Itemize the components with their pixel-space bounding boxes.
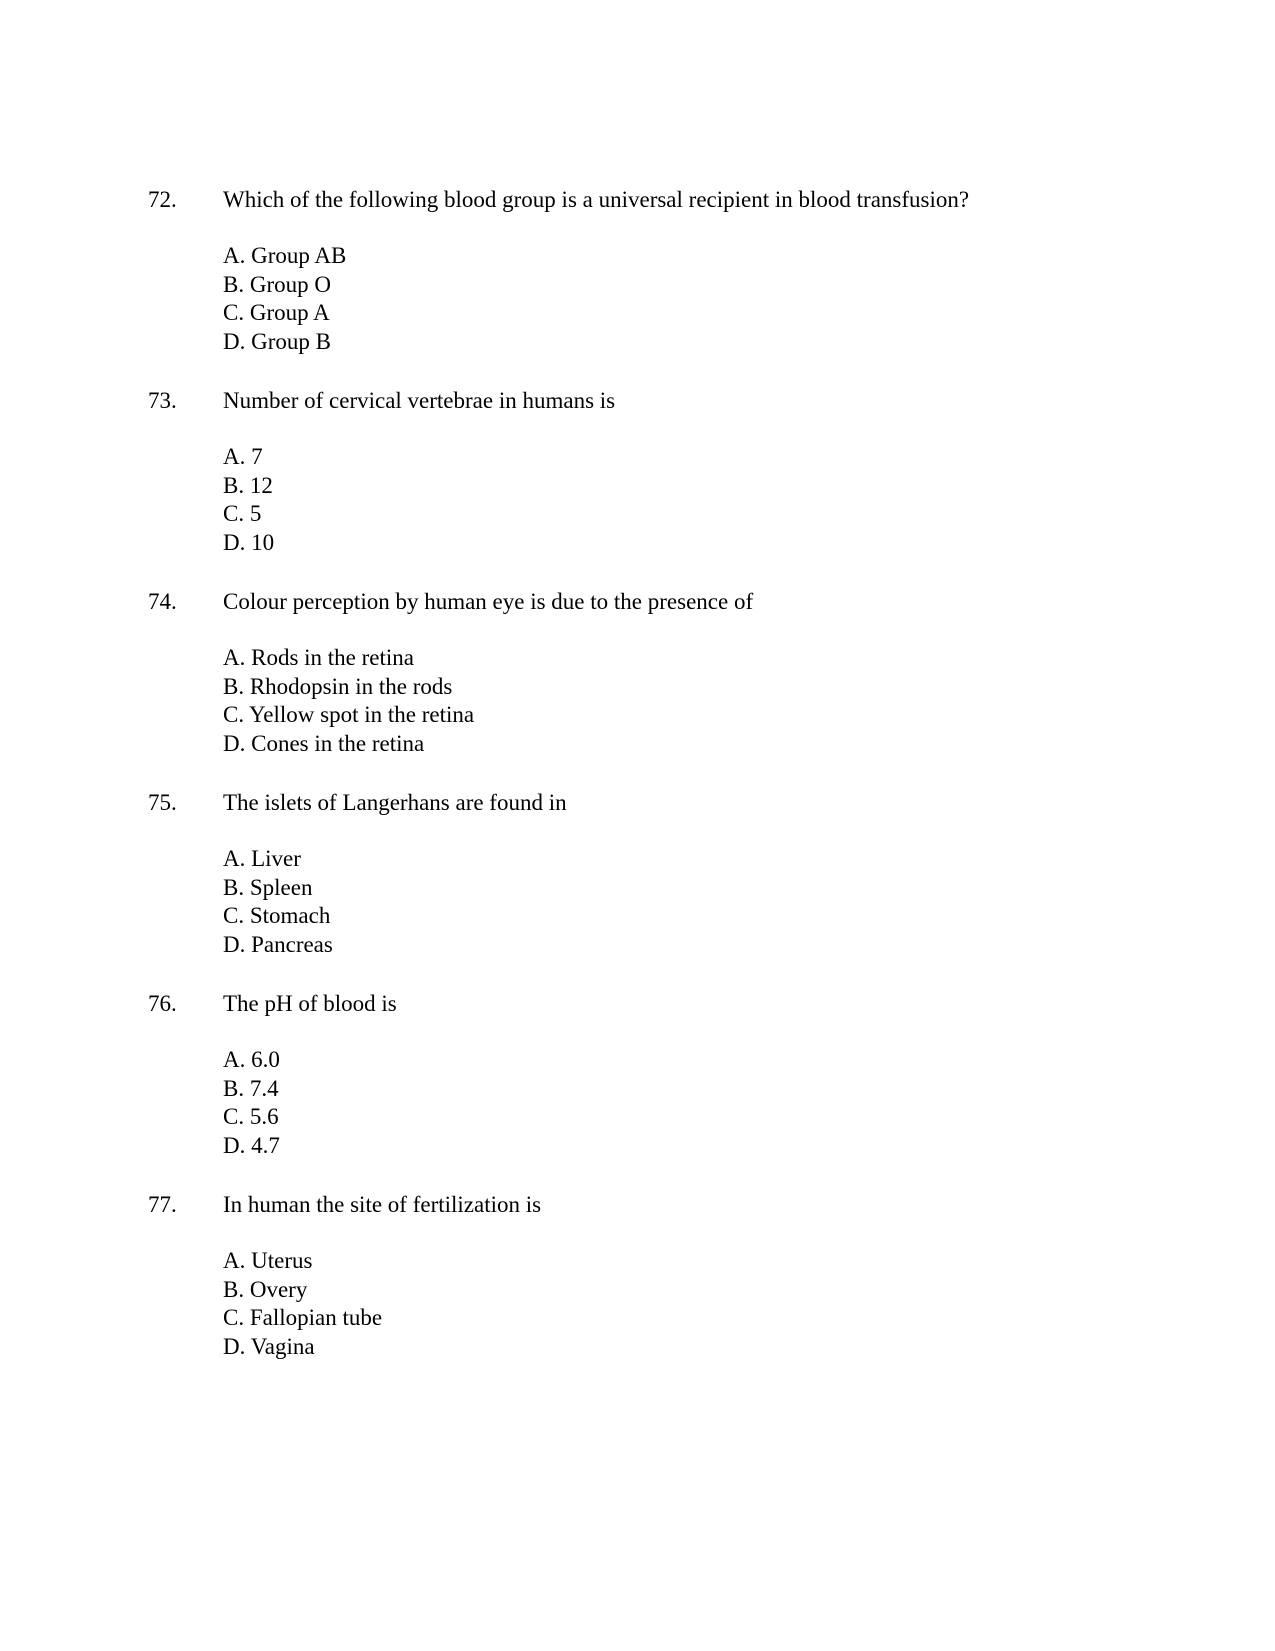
option-b: B. Rhodopsin in the rods bbox=[223, 673, 453, 699]
question-number: 74. bbox=[148, 589, 177, 614]
option-d: D. Pancreas bbox=[223, 931, 333, 957]
option-a: A. Liver bbox=[223, 846, 301, 871]
question-number: 73. bbox=[148, 388, 177, 413]
option-d: D. 10 bbox=[223, 529, 275, 555]
option-c: C. 5 bbox=[223, 501, 262, 527]
option-b: B. Overy bbox=[223, 1276, 308, 1302]
option-a: A. 7 bbox=[223, 444, 263, 469]
option-d: D. Vagina bbox=[223, 1333, 315, 1359]
question-number: 75. bbox=[148, 790, 177, 815]
option-b: B. 7.4 bbox=[223, 1075, 279, 1101]
option-d: D. Group B bbox=[223, 328, 331, 354]
option-c: C. Stomach bbox=[223, 903, 331, 929]
option-a: A. Uterus bbox=[223, 1248, 313, 1273]
option-b: B. Spleen bbox=[223, 874, 313, 900]
option-list bbox=[223, 242, 346, 356]
question-number: 72. bbox=[148, 187, 177, 212]
option-d: D. Cones in the retina bbox=[223, 730, 425, 756]
option-d: D. 4.7 bbox=[223, 1132, 280, 1158]
option-a: A. Rods in the retina bbox=[223, 645, 414, 670]
option-c: C. Fallopian tube bbox=[223, 1305, 383, 1331]
question-text: Which of the following blood group is a universal recipient in blood transfusion? bbox=[223, 187, 970, 212]
option-c: C. 5.6 bbox=[223, 1104, 279, 1130]
option-c: C. Yellow spot in the retina bbox=[223, 702, 475, 728]
option-b: B. 12 bbox=[223, 472, 273, 498]
question-text: The islets of Langerhans are found in bbox=[223, 790, 567, 815]
question-text: The pH of blood is bbox=[223, 991, 397, 1016]
question-text: Colour perception by human eye is due to the presence of bbox=[223, 589, 754, 614]
option-b: B. Group O bbox=[223, 271, 331, 297]
option-list bbox=[223, 644, 474, 758]
option-c: C. Group A bbox=[223, 300, 330, 326]
option-list bbox=[223, 443, 274, 557]
question-number: 76. bbox=[148, 991, 177, 1016]
question-number: 77. bbox=[148, 1192, 177, 1217]
option-a: A. Group AB bbox=[223, 243, 347, 268]
option-list bbox=[223, 845, 333, 959]
option-a: A. 6.0 bbox=[223, 1047, 280, 1072]
question-text: In human the site of fertilization is bbox=[223, 1192, 542, 1217]
question-text: Number of cervical vertebrae in humans is bbox=[223, 388, 616, 413]
option-list bbox=[223, 1046, 280, 1160]
option-list bbox=[223, 1247, 382, 1361]
